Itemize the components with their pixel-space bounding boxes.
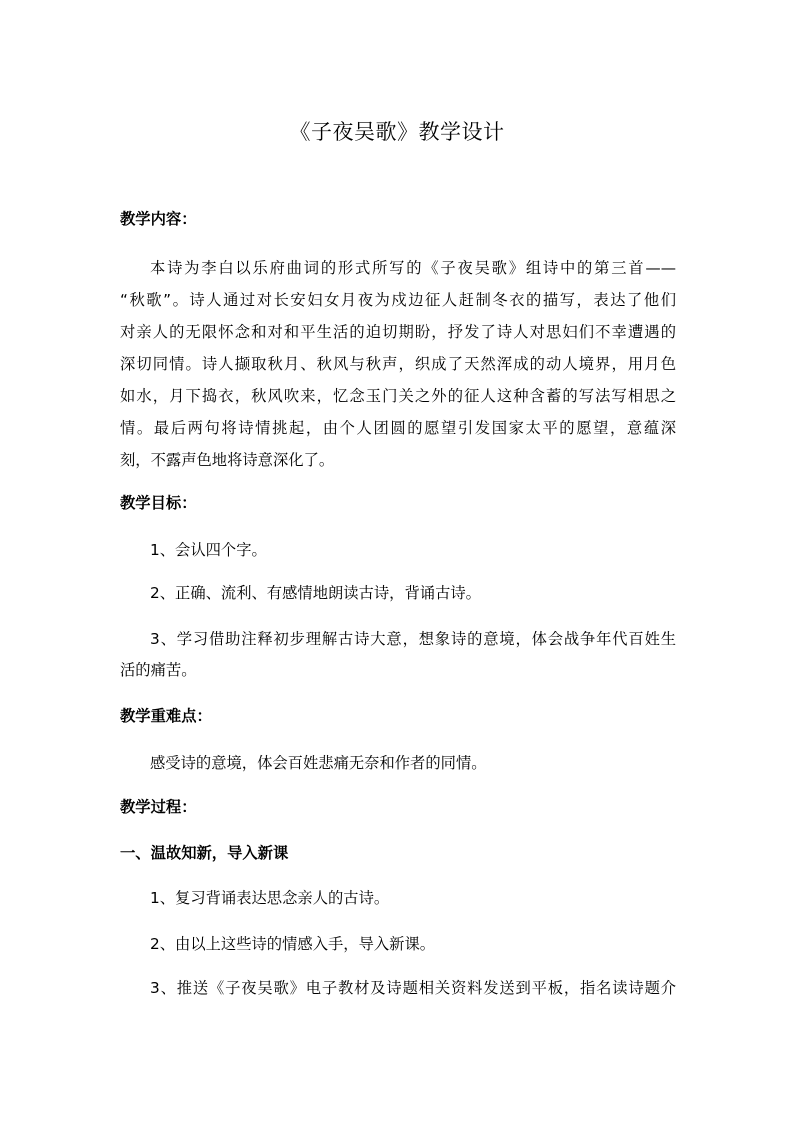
content-line: “秋歌”。诗人通过对长安妇女月夜为戍边征人赶制冬衣的描写，表达了他们 (120, 291, 676, 309)
step-item-3: 3、推送《子夜吴歌》电子教材及诗题相关资料发送到平板，指名读诗题介 (150, 979, 676, 997)
keypoints-text: 感受诗的意境，体会百姓悲痛无奈和作者的同情。 (150, 754, 487, 772)
content-line: 深切同情。诗人撷取秋月、秋风与秋声，织成了天然浑成的动人境界，用月色 (120, 355, 676, 373)
content-line: 本诗为李白以乐府曲词的形式所写的《子夜吴歌》组诗中的第三首—— (150, 259, 676, 277)
step-item-1: 1、复习背诵表达思念亲人的古诗。 (150, 889, 390, 907)
content-line: 对亲人的无限怀念和对和平生活的迫切期盼，抒发了诗人对思妇们不幸遭遇的 (120, 323, 676, 341)
document-title: 《子夜吴歌》教学设计 (289, 120, 505, 144)
content-line: 刻，不露声色地将诗意深化了。 (120, 451, 335, 469)
content-line: 如水，月下捣衣，秋风吹来，忆念玉门关之外的征人这种含蓄的写法写相思之 (120, 387, 676, 405)
goal-item-2: 2、正确、流利、有感情地朗读古诗，背诵古诗。 (150, 584, 481, 602)
content-heading: 教学内容： (120, 210, 197, 228)
goal-item-1: 1、会认四个字。 (150, 541, 267, 559)
step-item-2: 2、由以上这些诗的情感入手，导入新课。 (150, 935, 436, 953)
section-1-heading: 一、温故知新，导入新课 (120, 844, 289, 862)
content-line: 情。最后两句将诗情挑起，由个人团圆的愿望引发国家太平的愿望，意蕴深 (120, 419, 676, 437)
goal-item-3: 3、学习借助注释初步理解古诗大意，想象诗的意境，体会战争年代百姓生 (150, 630, 676, 648)
process-heading: 教学过程： (120, 798, 197, 816)
goal-item-3-continued: 活的痛苦。 (120, 661, 197, 679)
goals-heading: 教学目标： (120, 494, 197, 512)
keypoints-heading: 教学重难点： (120, 707, 212, 725)
